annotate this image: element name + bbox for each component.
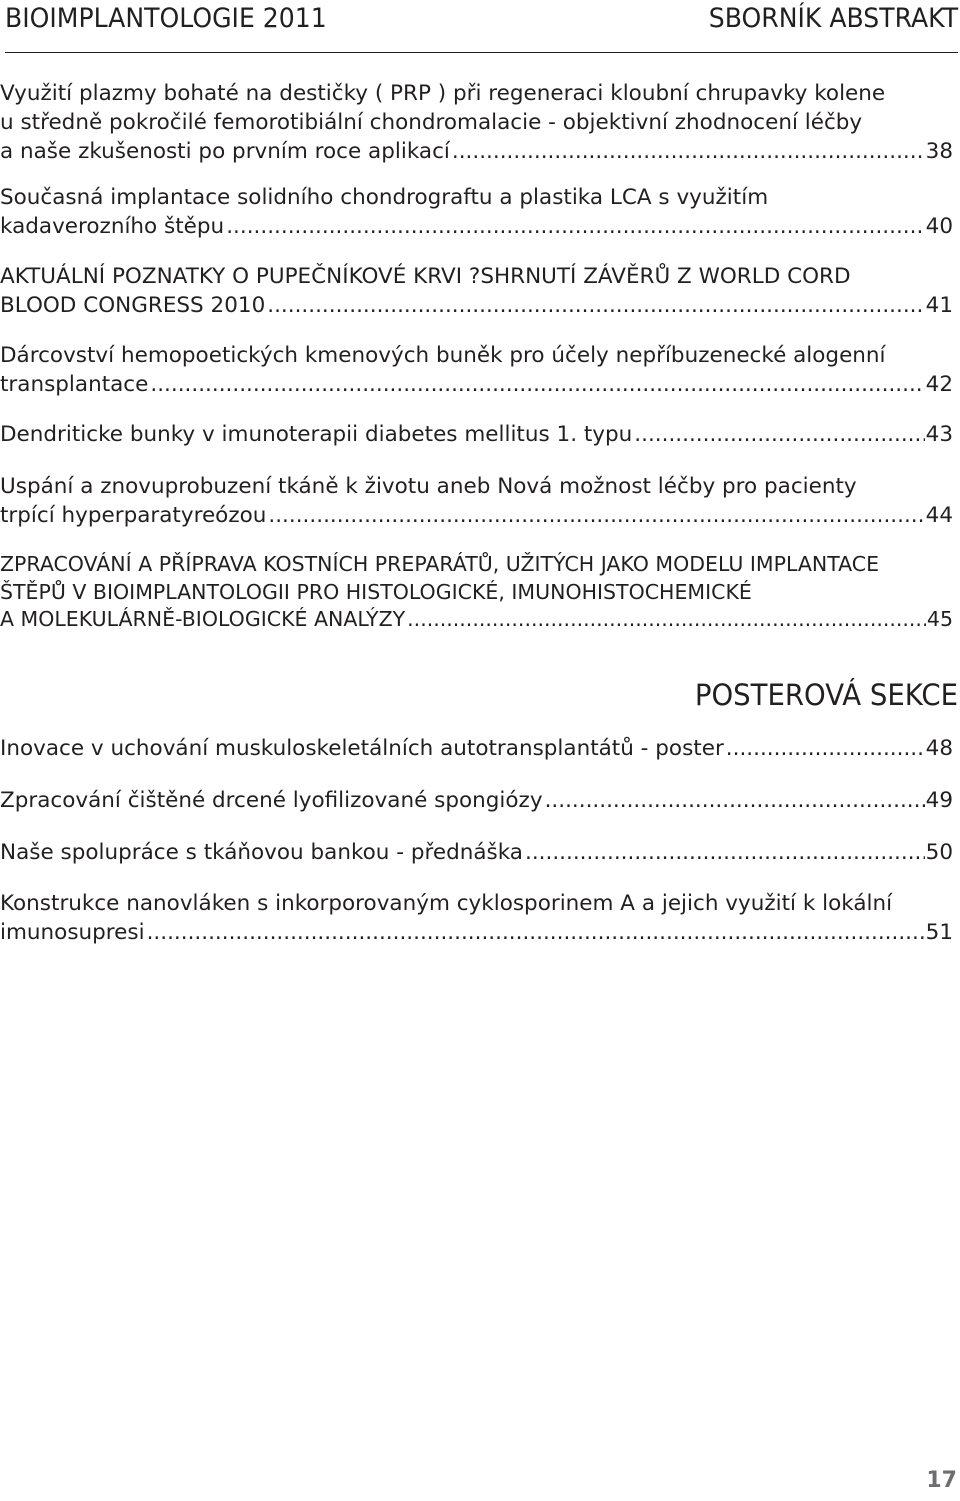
toc-entry-line: Uspání a znovuprobuzení tkáně k životu aneb Nová možnost léčby pro pacienty: [0, 474, 857, 499]
toc-page-number: 50: [925, 840, 953, 865]
toc-entry-text: trpící hyperparatyreózou: [0, 503, 267, 528]
toc-page-number: 43: [925, 422, 953, 447]
toc-entry-final-line: [0, 420, 953, 449]
header-publication-title: BIOIMPLANTOLOGIE 2011: [5, 3, 327, 34]
toc-entry-final-line: [0, 918, 953, 947]
toc-entry[interactable]: [0, 183, 953, 241]
toc-entry[interactable]: [0, 734, 953, 763]
page-number: 17: [926, 1468, 957, 1493]
toc-entry-text: BLOOD CONGRESS 2010: [0, 293, 266, 318]
toc-entry-text: a naše zkušenosti po prvním roce aplikací: [0, 139, 450, 164]
toc-entry[interactable]: [0, 262, 953, 320]
toc-entry-line: Dárcovství hemopoetických kmenových buněk pro účely nepříbuzenecké alogenní: [0, 343, 886, 368]
toc-entry-line: ŠTĚPŮ V BIOIMPLANTOLOGII PRO HISTOLOGICKÉ, IMUNOHISTOCHEMICKÉ: [0, 579, 752, 604]
toc-entry[interactable]: [0, 838, 953, 867]
toc-entry[interactable]: [0, 472, 953, 530]
dot-leader: [226, 212, 924, 241]
dot-leader: [268, 501, 924, 530]
page-header: [5, 0, 958, 53]
toc-entry-text: kadaverozního štěpu: [0, 214, 225, 239]
toc-entry-line: ZPRACOVÁNÍ A PŘÍPRAVA KOSTNÍCH PREPARÁTŮ, UŽITÝCH JAKO MODELU IMPLANTACE: [0, 552, 880, 576]
toc-entry[interactable]: [0, 341, 953, 399]
dot-leader: [634, 420, 924, 449]
toc-entry-text: Inovace v uchování muskuloskeletálních autotransplantátů - poster: [0, 736, 724, 761]
toc-entry-final-line: [0, 370, 953, 399]
toc-page-number: 51: [925, 920, 953, 945]
toc-entry-line: AKTUÁLNÍ POZNATKY O PUPEČNÍKOVÉ KRVI ?SHRNUTÍ ZÁVĚRŮ Z WORLD CORD: [0, 264, 851, 289]
toc-page-number: 49: [925, 788, 953, 813]
toc-entry-line: u středně pokročilé femorotibiální chondromalacie - objektivní zhodnocení léčby: [0, 110, 863, 135]
toc-entry-text: transplantace: [0, 372, 149, 397]
poster-section-title: POSTEROVÁ SEKCE: [694, 678, 958, 712]
toc-entry-text: Zpracování čištěné drcené lyofilizované spongiózy: [0, 788, 543, 813]
toc-page-number: 38: [925, 139, 953, 164]
toc-entry-final-line: [0, 137, 953, 166]
dot-leader: [147, 918, 925, 947]
toc-entry-text: Naše spolupráce s tkáňovou bankou - přednáška: [0, 840, 523, 865]
toc-entry[interactable]: [0, 79, 953, 166]
toc-entry[interactable]: [0, 889, 953, 947]
dot-leader: [407, 606, 926, 634]
toc-entry[interactable]: [0, 786, 953, 815]
toc-entry-text: imunosupresi: [0, 920, 145, 945]
toc-entry-line: Konstrukce nanovláken s inkorporovaným cyklosporinem A a jejich využití k lokální: [0, 891, 893, 916]
toc-page-number: 42: [925, 372, 953, 397]
toc-page-number: 48: [925, 736, 953, 761]
toc-page-number: 40: [925, 214, 953, 239]
toc-entry-final-line: [0, 606, 953, 634]
toc-page-number: 44: [925, 503, 953, 528]
toc-entry-final-line: [0, 786, 953, 815]
toc-entry-text: A MOLEKULÁRNĚ-BIOLOGICKÉ ANALÝZY: [0, 607, 406, 631]
dot-leader: [150, 370, 924, 399]
toc-entry-final-line: [0, 501, 953, 530]
dot-leader: [726, 734, 925, 763]
toc-entry-final-line: [0, 212, 953, 241]
toc-page-number: 41: [925, 293, 953, 318]
dot-leader: [525, 838, 925, 867]
toc-entry-line: Využití plazmy bohaté na destičky ( PRP ) při regeneraci kloubní chrupavky kolene: [0, 81, 886, 106]
toc-entry-final-line: [0, 838, 953, 867]
dot-leader: [545, 786, 925, 815]
toc-page-number: 45: [926, 607, 953, 631]
toc-entry-final-line: [0, 734, 953, 763]
toc-entry-text: Dendriticke bunky v imunoterapii diabetes mellitus 1. typu: [0, 422, 633, 447]
toc-entry[interactable]: [0, 420, 953, 449]
header-section-title: SBORNÍK ABSTRAKT: [708, 3, 958, 34]
dot-leader: [452, 137, 925, 166]
toc-entry[interactable]: [0, 551, 953, 634]
dot-leader: [267, 291, 924, 320]
toc-entry-final-line: [0, 291, 953, 320]
toc-entry-line: Současná implantace solidního chondrograftu a plastika LCA s využitím: [0, 185, 769, 210]
